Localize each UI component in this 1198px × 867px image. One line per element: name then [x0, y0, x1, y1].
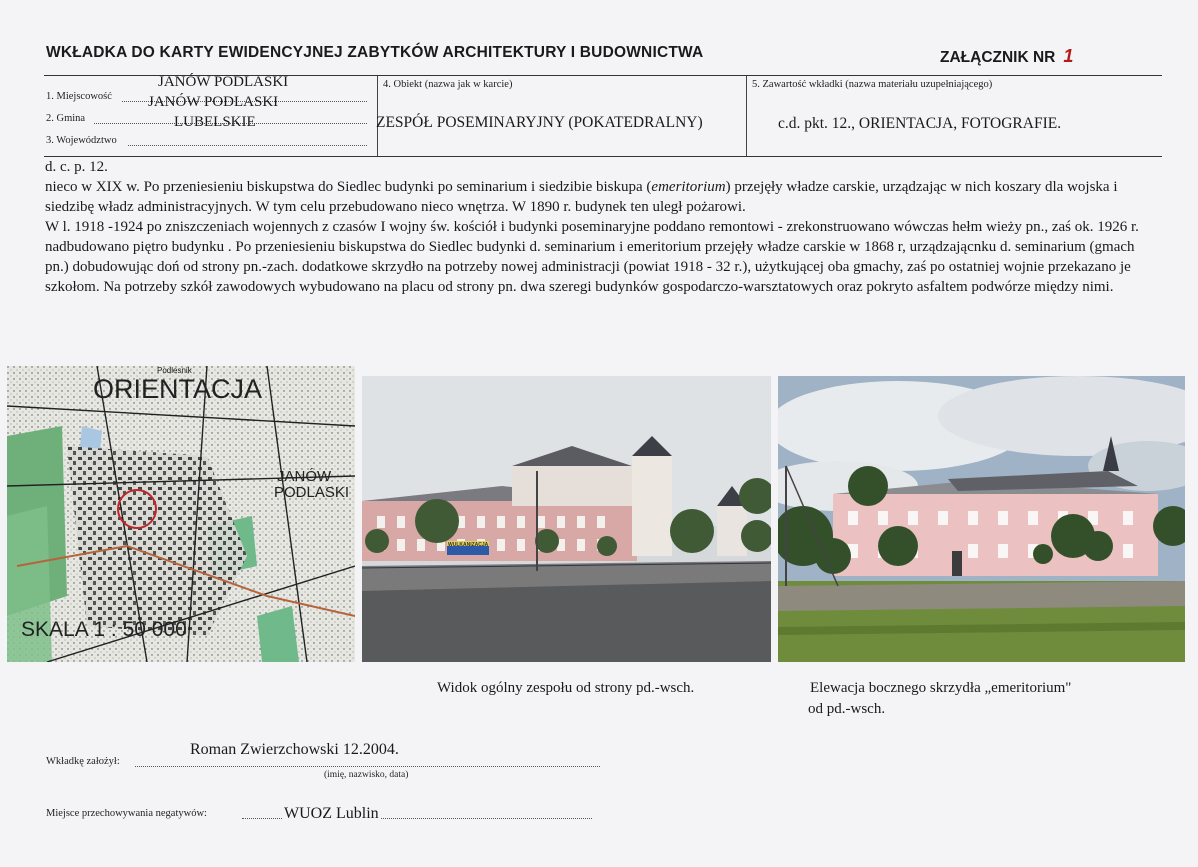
- locality-value: JANÓW PODLASKI: [158, 74, 289, 90]
- contents-value: c.d. pkt. 12., ORIENTACJA, FOTOGRAFIE.: [778, 115, 1062, 132]
- commune-label: 2. Gmina: [46, 113, 86, 124]
- object-value: ZESPÓŁ POSEMINARYJNY (POKATEDRALNY): [376, 114, 703, 131]
- voivodeship-label: 3. Województwo: [46, 135, 117, 146]
- locality-label: 1. Miejscowość: [46, 91, 112, 102]
- photo-side-wing: [778, 376, 1185, 662]
- voivodeship-value: LUBELSKIE: [174, 114, 256, 130]
- map-town-label-1: JANÓW: [277, 468, 332, 485]
- photo-general-caption: Widok ogólny zespołu od strony pd.-wsch.: [437, 680, 695, 696]
- map-town-label: [274, 468, 350, 501]
- description-paragraph-2: W l. 1918 -1924 po zniszczeniach wojennych z czasów I wojny św. kościół i budynki poseminaryjne poddano remontowi - zrekonstruowano wówczas hełm wieży pn., zaś ok. 1926 r. nadbudowano piętro budynku . Po przeniesieniu biskupstwa do Siedlec budynki d. seminarium i emeritorium przejęły władze carskie w 1868 r, urządzającnku d. seminarium (gmach pn.) dobudowując doń od strony pn.-zach. dodatkowe skrzydło na potrzeby nowej administracji (powiat 1918 - 32 r.), użytkującej oba gmachy, zaś po ostatniej wojnie przekazano je szkołom. Na potrzeby szkół zawodowych wybudowano na placu od strony pn. dwa szeregi budynków gospodarczo-warsztatowych oraz pokryto asfaltem podwórze między nimi.: [45, 219, 1139, 295]
- form-title: WKŁADKA DO KARTY EWIDENCYJNEJ ZABYTKÓW ARCHITEKTURY I BUDOWNICTWA: [46, 44, 704, 61]
- voivodeship-dots: [128, 145, 367, 146]
- photo-side-wing-graphic: [778, 376, 1185, 662]
- annex-number: 1: [1063, 46, 1074, 66]
- photo-side-caption-line-1: Elewacja bocznego skrzydła „emeritorium": [810, 680, 1072, 696]
- annex-label: [940, 46, 1073, 67]
- author-label: Wkładkę założył:: [46, 756, 120, 767]
- map-town-label-2: PODLASKI: [274, 484, 350, 501]
- orientation-map: [7, 366, 355, 662]
- object-label: 4. Obiekt (nazwa jak w karcie): [383, 79, 513, 90]
- storage-value: WUOZ Lublin: [284, 805, 379, 822]
- contents-label: 5. Zawartość wkładki (nazwa materiału uzupełniającego): [752, 79, 993, 90]
- map-title: ORIENTACJA: [93, 374, 263, 404]
- field-divider-2: [746, 76, 747, 156]
- photo-general-view: [362, 376, 771, 662]
- author-value: Roman Zwierzchowski 12.2004.: [190, 741, 399, 758]
- map-scale: SKALA 1 : 50 000: [21, 618, 187, 641]
- author-hint: (imię, nazwisko, data): [324, 770, 409, 780]
- map-top-label: Podlesnik: [157, 366, 192, 375]
- photo-sign-text: WULKANIZACJA: [448, 542, 489, 548]
- author-dots: [135, 766, 600, 767]
- p1-emphasis: emeritorium: [651, 179, 726, 195]
- p1-part-a: nieco w XIX w. Po przeniesieniu biskupstwa do Siedlec budynki po seminarium i siedzibie biskupa (: [45, 179, 652, 195]
- description-heading: d. c. p. 12.: [45, 159, 108, 175]
- storage-label: Miejsce przechowywania negatywów:: [46, 808, 207, 819]
- description-text: [45, 157, 1160, 297]
- p1-part-b: ) przejęły władze carskie, urządzając w nich koszary dla wojska i siedzibę władz administracyjnych. W tym celu przebudowano nieco wnętrza. W 1890 r. budynek ten uległ pożarowi.: [45, 179, 1118, 215]
- photo-side-caption-line-2: od pd.-wsch.: [808, 701, 886, 717]
- description-paragraph-1: [45, 177, 1160, 217]
- commune-value: JANÓW PODLASKI: [148, 94, 279, 110]
- annex-label-text: ZAŁĄCZNIK NR: [940, 49, 1056, 66]
- photo-general-view-graphic: [362, 376, 771, 662]
